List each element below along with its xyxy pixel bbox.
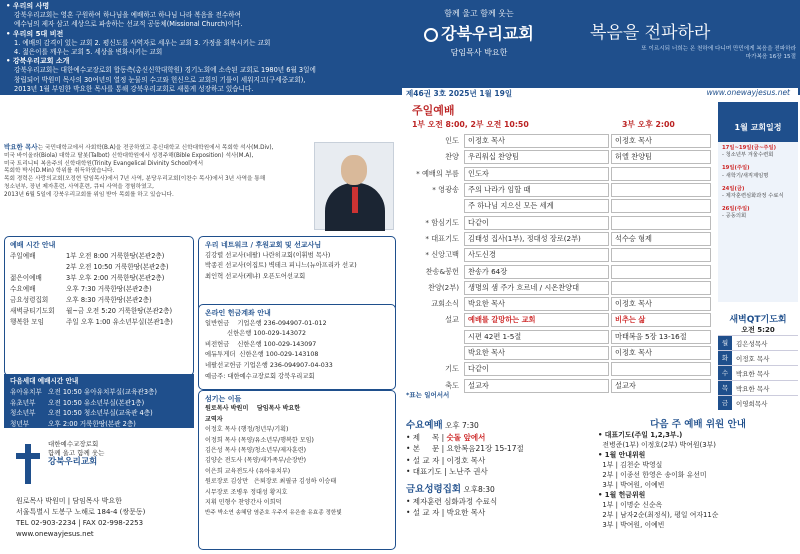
schedule-row bbox=[10, 306, 188, 317]
next-week-line: 3부 | 박여원, 이예빈 bbox=[598, 481, 665, 489]
service-order-row bbox=[404, 377, 714, 393]
qt-day: 월 bbox=[718, 336, 732, 350]
nextgen-value: 오전 10:50 청소년부실(교육관 4층) bbox=[48, 409, 153, 418]
church-slogan: 함께 울고 함께 웃는 bbox=[444, 9, 514, 18]
qt-row bbox=[718, 335, 798, 350]
friday-row: • 제자훈련 심화과정 수료식 bbox=[406, 496, 498, 506]
service-order-value-3 bbox=[611, 265, 711, 279]
schedule-value: 월~금 오전 5:20 거룩한땅(본관2층) bbox=[66, 307, 173, 315]
calendar-date: 17일~19일(금~주일) bbox=[722, 145, 777, 151]
friday-time: 오후8:30 bbox=[463, 484, 495, 494]
network-row: 박종진 선교사(이집트) 벽테크 피니느(뉴아프리카 선교) bbox=[205, 262, 357, 270]
qt-leader: 이정호 목사 bbox=[736, 354, 770, 363]
vision-title: • 우리의 5대 비전 bbox=[6, 29, 64, 38]
service-order-label: 찬양(2부) bbox=[427, 282, 459, 292]
network-row: 최인혁 선교사(케냐) 오픈도어선교회 bbox=[205, 272, 306, 280]
nextgen-row bbox=[10, 398, 188, 409]
schedule-row bbox=[10, 273, 188, 284]
next-week-line: • 대표기도(주일 1,2,3부.) bbox=[598, 431, 683, 439]
nextgen-label: 유초년부 bbox=[10, 398, 36, 407]
service-order-row bbox=[404, 247, 714, 263]
next-week-title: 다음 주 예배 위원 안내 bbox=[650, 419, 746, 430]
service-order-value-1-2: 사도신경 bbox=[464, 248, 609, 262]
next-week-line: 전병준(1부) 이정호(2부) 박여원(3부) bbox=[598, 441, 716, 449]
service-order-value-3 bbox=[611, 248, 711, 262]
wednesday-row: • 제 목 | 숫돌 앞에서 bbox=[406, 432, 486, 442]
cross-logo-icon bbox=[16, 444, 40, 484]
nextgen-row bbox=[10, 387, 188, 398]
mission-title: • 우리의 사명 bbox=[6, 2, 50, 10]
schedule-label: 행복한 모임 bbox=[10, 318, 44, 326]
bank-row: 비전헌금 신한은행 100-029-143097 bbox=[205, 340, 317, 348]
servants-row: 김은성 목사 (목양/청소년부/제자훈련) bbox=[205, 447, 307, 455]
qt-leader: 이영희목사 bbox=[736, 399, 768, 408]
intro-title: • 강북우리교회 소개 bbox=[6, 57, 70, 66]
contact-address: 서울특별시 도봉구 노해로 184-4 (쌍문동) bbox=[16, 508, 146, 516]
service-order-table bbox=[404, 133, 714, 394]
contact-website[interactable]: www.onewayjesus.net bbox=[16, 530, 94, 538]
website-link[interactable]: www.onewayjesus.net bbox=[706, 88, 790, 97]
network-box bbox=[198, 236, 396, 312]
service-time-3: 3부 오후 2:00 bbox=[622, 120, 675, 129]
church-name: 강북우리교회 bbox=[441, 24, 534, 43]
servants-box bbox=[198, 390, 396, 550]
service-order-value-1-2: 설교자 bbox=[464, 379, 609, 393]
service-order-value-1-2: 인도자 bbox=[464, 167, 609, 181]
servants-row: 교역자 bbox=[205, 415, 223, 423]
nextgen-value: 오전 10:50 유아유치부실(교육관3층) bbox=[48, 387, 157, 396]
schedule-title: 예배 시간 안내 bbox=[10, 241, 56, 249]
service-order-value-1-2: 박요한 목사 bbox=[464, 346, 609, 360]
wednesday-row: • 본 문 | 요한복음21장 15-17절 bbox=[406, 444, 524, 454]
servants-title: 섬기는 이들 bbox=[205, 395, 242, 403]
bank-row: 에듀투게더 신한은행 100-029-143108 bbox=[205, 351, 319, 359]
qt-prayer-box bbox=[718, 312, 798, 416]
intro-line: 강북우리교회는 대한예수교장로회 합동측(총신신학대학원) 경기노회에 소속된 교회로 1980년 6월 3일에 bbox=[14, 66, 316, 75]
qt-row bbox=[718, 350, 798, 365]
service-order-row bbox=[404, 182, 714, 198]
network-title: 우리 네트워크 / 후원교회 및 선교사님 bbox=[205, 241, 322, 249]
intro-line: 2013년 1월 부임한 박요한 목사를 통해 강북우리교회로 새롭게 성장하고 있습니다. bbox=[14, 84, 254, 93]
qt-row bbox=[718, 380, 798, 395]
service-order-value-1-2: 생명의 샘 주가 흐르네 / 시온찬양대 bbox=[464, 281, 609, 295]
fri-value: 박요한 목사 bbox=[446, 508, 486, 518]
qt-leader: 김은성목사 bbox=[736, 339, 768, 348]
wed-value: 숫돌 앞에서 bbox=[446, 432, 486, 442]
servants-row: 시무장로 조병우 정대성 황지호 bbox=[205, 488, 288, 496]
service-order-row bbox=[404, 198, 714, 214]
schedule-row bbox=[10, 295, 188, 306]
service-order-value-1-2: 박요한 목사 bbox=[464, 297, 609, 311]
nextgen-row bbox=[10, 419, 188, 430]
contact-phone: TEL 02-903-2234 | FAX 02-998-2253 bbox=[16, 519, 144, 527]
calendar-title: 1월 교회일정 bbox=[718, 102, 798, 142]
schedule-value: 주일 오후 1:00 유소년부실(본관1층) bbox=[66, 318, 173, 326]
bank-box bbox=[198, 304, 396, 390]
servants-row: 원로장로 김상만 은퇴장로 최필규 김성하 이승태 bbox=[205, 478, 337, 486]
service-order-value-3: 비추는 삶 bbox=[611, 313, 711, 327]
service-order-value-1-2: 다같이 bbox=[464, 216, 609, 230]
theme-title: 복음을 전파하라 bbox=[590, 23, 711, 43]
calendar-date: 26일(주일) bbox=[722, 206, 750, 213]
service-order-value-3: 이정호 목사 bbox=[611, 346, 711, 360]
servants-row: 김양순 전도사 (목양/새가족부/순장반) bbox=[205, 457, 307, 465]
wednesday-row: • 설 교 자 | 이정호 목사 bbox=[406, 455, 486, 465]
bio-line: 목회 경력은 사랑의교회(오정현 담임목사)에서 7년 사역, 분당우리교회(이찬수 목사)에서 3년 사역을 통해 bbox=[4, 176, 266, 183]
service-order-label: 찬송&봉헌 bbox=[425, 266, 459, 276]
header-banner bbox=[0, 0, 800, 95]
schedule-value: 2부 오전 10:50 거룩한땅(본관2층) bbox=[66, 263, 169, 271]
service-order-row bbox=[404, 361, 714, 377]
contact-pastors: 원로목사 박원미 | 담임목사 박요한 bbox=[16, 497, 122, 505]
service-order-value-1-2: 다같이 bbox=[464, 362, 609, 376]
service-order-row bbox=[404, 312, 714, 328]
service-title: 주일예배 bbox=[412, 104, 455, 117]
wed-label: • 설 교 자 bbox=[406, 455, 440, 465]
service-order-label: 기도 bbox=[445, 364, 459, 374]
calendar-date: 24일(금) bbox=[722, 185, 745, 192]
schedule-row bbox=[10, 251, 188, 262]
intro-line: 창립되어 박원미 목사의 30여년의 열정 눈물의 수고와 헌신으로 교회의 기틀이 세워지고(구세중교회), bbox=[14, 75, 306, 84]
pastor-name: 담임목사 박요한 bbox=[450, 48, 508, 57]
qt-row bbox=[718, 365, 798, 380]
worship-schedule-box bbox=[4, 236, 194, 376]
service-order-row bbox=[404, 231, 714, 247]
service-order-value-3 bbox=[611, 183, 711, 197]
wednesday-time: 오후 7:30 bbox=[445, 421, 479, 430]
church-mission-block bbox=[0, 0, 400, 95]
service-order-label: 축도 bbox=[445, 380, 459, 390]
service-order-label: 교회소식 bbox=[431, 299, 459, 309]
calendar-event: - 제자훈련심화과정 수료식 bbox=[722, 193, 784, 200]
wed-value: 노난주 권사 bbox=[449, 467, 488, 477]
bio-line: 청소년부, 장년 제자훈련, 사역훈련, 큐티 사역을 경험하였고, bbox=[4, 183, 154, 190]
service-order-row bbox=[404, 214, 714, 230]
vision-line: 1. 예배의 감격이 있는 교회 2. 평신도를 사역자로 세우는 교회 3. 가정을 회복시키는 교회 bbox=[14, 38, 271, 47]
bank-row: 네팔선교헌금 기업은행 236-094907-04-033 bbox=[205, 361, 333, 369]
servants-row: 이은희 교육전도사 (유아유치부) bbox=[205, 467, 291, 475]
service-order-label: * 영광송 bbox=[432, 185, 459, 195]
service-order-value-1-2: 예배를 갈망하는 교회 bbox=[464, 313, 609, 327]
calendar-event: - 새학기/새직제임명 bbox=[722, 172, 769, 179]
next-week-line: 1부 | 김천순 박영실 bbox=[598, 461, 663, 469]
qt-day: 금 bbox=[718, 396, 732, 410]
service-order-value-3: 이정호 목사 bbox=[611, 297, 711, 311]
wed-value: 이정호 목사 bbox=[446, 455, 486, 465]
qt-time: 오전 5:20 bbox=[741, 326, 775, 334]
theme-verse bbox=[568, 45, 796, 61]
service-order-value-1-2: 주 하나님 지으신 모든 세계 bbox=[464, 199, 609, 213]
qt-leader: 박요한 목사 bbox=[736, 384, 770, 393]
qt-leader: 박요한 목사 bbox=[736, 369, 770, 378]
next-week-line: 1부 | 이명순 신순옥 bbox=[598, 501, 663, 509]
nextgen-value: 오후 2:00 거룩한땅(본관 2층) bbox=[48, 420, 136, 429]
service-order-value-3 bbox=[611, 362, 711, 376]
service-order-row bbox=[404, 296, 714, 312]
pastor-photo bbox=[314, 142, 394, 230]
wednesday-row: • 대표기도 | 노난주 권사 bbox=[406, 467, 488, 477]
servants-row: 반주 박소연 송혜담 염준호 우주지 유은솔 유효종 정한빛 bbox=[205, 510, 342, 517]
schedule-value: 1부 오전 8:00 거룩한땅(본관2층) bbox=[66, 252, 165, 260]
schedule-label: 주일예배 bbox=[10, 252, 36, 260]
verse-ref: 마가복음 16장 15절 bbox=[745, 54, 796, 60]
nextgen-schedule bbox=[4, 374, 194, 428]
wednesday-service bbox=[406, 420, 596, 519]
schedule-row bbox=[10, 284, 188, 295]
schedule-label: 새벽큐티기도회 bbox=[10, 307, 55, 315]
servants-row: 원로목사 박원미 담임목사 박요한 bbox=[205, 405, 301, 413]
service-order-label: * 대표기도 bbox=[425, 233, 459, 243]
schedule-value: 오후 7:30 거룩한땅(본관2층) bbox=[66, 285, 152, 293]
service-order-label: 찬양 bbox=[445, 152, 459, 162]
bio-line: 2013년 6월 5일에 강북우리교회를 위임 받아 목회를 하고 있습니다. bbox=[4, 191, 174, 198]
nextgen-label: 청소년부 bbox=[10, 409, 36, 418]
schedule-row bbox=[10, 262, 188, 273]
servants-row: 이정호 목사 (행정/청년부/기획) bbox=[205, 426, 289, 434]
service-order-value-3: 설교자 bbox=[611, 379, 711, 393]
qt-row bbox=[718, 395, 798, 410]
schedule-label: 금요성령집회 bbox=[10, 296, 49, 304]
service-order-value-3 bbox=[611, 216, 711, 230]
next-week-line: 2부 | 남자2순(최정식), 평일 여자11순 bbox=[598, 511, 719, 519]
wed-label: • 본 문 bbox=[406, 444, 440, 454]
service-order-label: 인도 bbox=[445, 136, 459, 146]
service-order-row bbox=[404, 149, 714, 165]
bio-line: 미국 트리니티 복음주의 신학대학원(Trinity Evangelical Divinity School)에서 bbox=[4, 160, 204, 167]
friday-row: • 설 교 자 | 박요한 목사 bbox=[406, 508, 486, 518]
qt-day: 수 bbox=[718, 366, 732, 380]
bank-row: 일반헌금 기업은행 236-094907-01-012 bbox=[205, 319, 327, 327]
church-title-block bbox=[404, 8, 554, 58]
servants-row: 이정희 목사 (목양/유소년부/행복한 모임) bbox=[205, 436, 314, 444]
standing-note: *표는 일어서서 bbox=[406, 391, 450, 399]
service-order-row bbox=[404, 329, 714, 345]
pastor-bio bbox=[4, 144, 309, 200]
service-order-value-3: 마태복음 5장 13-16절 bbox=[611, 330, 711, 344]
calendar-date: 19일(주일) bbox=[722, 165, 750, 172]
bio-line: 미국 바이올라(Biola) 대학교 탈봇(Talbot) 신학대학원에서 성경주해(Bible Exposition) 석사(M.A), bbox=[4, 152, 254, 159]
schedule-row bbox=[10, 317, 188, 328]
service-order-value-1-2: 우리워십 찬양팀 bbox=[464, 150, 609, 164]
vision-line: 4. 젊은이를 깨우는 교회 5. 세상을 변화시키는 교회 bbox=[14, 48, 163, 57]
service-order-value-1-2: 시편 42편 1-5절 bbox=[464, 330, 609, 344]
contact-church-name: 강북우리교회 bbox=[48, 457, 98, 467]
schedule-label: 젊은이예배 bbox=[10, 274, 42, 282]
bank-title: 온라인 헌금계좌 안내 bbox=[205, 309, 271, 317]
sunday-service bbox=[402, 102, 712, 402]
fri-label: • 설 교 자 bbox=[406, 508, 440, 518]
nextgen-label: 유아유치부 bbox=[10, 387, 42, 396]
service-order-row bbox=[404, 263, 714, 279]
service-order-value-3 bbox=[611, 167, 711, 181]
denomination: 대한예수교장로회 bbox=[48, 440, 99, 448]
servants-row: 지휘 민형수 찬양간사 이희덕 bbox=[205, 499, 282, 507]
service-order-value-1-2: 김태성 집사(1부), 정대성 장로(2부) bbox=[464, 232, 609, 246]
mission-line: 강북우리교회는 영혼 구원하여 하나님을 예배하고 하나님 나라 복음을 전수하여 bbox=[14, 11, 241, 20]
bio-line: 는 국민대학교에서 사회학(B.A)을 전공하였고 총신대학교 신학대학원에서 목회학 석사(M.Div), bbox=[37, 145, 274, 151]
next-week-line: • 1월 헌금위원 bbox=[598, 491, 646, 499]
service-order-label: 설교 bbox=[445, 315, 459, 325]
next-week-line: 2부 | 이종선 한영은 송이화 유선미 bbox=[598, 471, 707, 479]
nextgen-row bbox=[10, 408, 188, 419]
network-row: 김강렬 선교사(네팔) 나란히교회(이휘범 목사) bbox=[205, 251, 331, 259]
qt-day: 목 bbox=[718, 381, 732, 395]
next-week-line: • 1월 안내위원 bbox=[598, 451, 646, 459]
nextgen-value: 오전 10:50 유소년부실(본관1층) bbox=[48, 398, 145, 407]
qt-title: 새벽QT기도회 bbox=[729, 315, 787, 325]
service-order-value-1-2: 이정호 목사 bbox=[464, 134, 609, 148]
service-order-value-1-2: 주의 나라가 임할 때 bbox=[464, 183, 609, 197]
bio-line: 목회학 박사(D.Min) 학위를 취득하였습니다. bbox=[4, 168, 115, 175]
next-week-line: 3부 | 박여원, 이예빈 bbox=[598, 521, 665, 529]
schedule-label: 수요예배 bbox=[10, 285, 36, 293]
service-order-label: * 신앙고백 bbox=[425, 250, 459, 260]
wed-label: • 대표기도 bbox=[406, 467, 442, 477]
schedule-value: 오후 8:30 거룩한땅(본관2층) bbox=[66, 296, 152, 304]
mission-line: 예수님의 제자 삼고 세상으로 파송하는 선교적 공동체(Missional Church)이다. bbox=[14, 20, 243, 29]
nextgen-label: 청년부 bbox=[10, 420, 30, 429]
friday-title: 금요성령집회 bbox=[406, 483, 462, 495]
service-order-label: * 예배의 부름 bbox=[416, 168, 459, 178]
issue-bar bbox=[402, 88, 798, 100]
nextgen-title: 다음세대 예배시간 안내 bbox=[10, 377, 79, 385]
qt-day: 화 bbox=[718, 351, 732, 365]
verse-line: 또 이르시되 너희는 온 천하에 다니며 만민에게 복음을 전파하라 bbox=[641, 46, 796, 52]
bank-row: 예금주: 대한예수교장로회 강북우리교회 bbox=[205, 372, 315, 380]
wed-label: • 제 목 bbox=[406, 432, 440, 442]
service-time-1-2: 1부 오전 8:00, 2부 오전 10:50 bbox=[412, 120, 529, 129]
service-order-row bbox=[404, 166, 714, 182]
next-week-servants bbox=[598, 420, 798, 530]
service-order-row bbox=[404, 345, 714, 361]
service-order-value-3 bbox=[611, 199, 711, 213]
service-order-value-3: 이정호 목사 bbox=[611, 134, 711, 148]
schedule-value: 3부 오후 2:00 거룩한땅(본관2층) bbox=[66, 274, 165, 282]
service-order-row bbox=[404, 280, 714, 296]
wednesday-title: 수요예배 bbox=[406, 420, 443, 431]
contact-slogan: 함께 울고 함께 웃는 bbox=[48, 449, 105, 457]
service-order-row bbox=[404, 133, 714, 149]
service-order-label: * 함심기도 bbox=[425, 217, 459, 227]
calendar-event: - 공동의회 bbox=[722, 213, 747, 220]
service-order-value-3 bbox=[611, 281, 711, 295]
calendar-event: - 청소년부 겨울수련회 bbox=[722, 152, 774, 159]
calendar-box bbox=[718, 102, 798, 302]
bank-row: 신한은행 100-029-143072 bbox=[205, 330, 306, 338]
church-logo-icon bbox=[424, 28, 438, 42]
bio-name: 박요한 목사 bbox=[4, 143, 38, 151]
service-order-value-1-2: 찬송가 64장 bbox=[464, 265, 609, 279]
service-order-value-3: 석수승 형제 bbox=[611, 232, 711, 246]
issue-number: 제46권 3호 2025년 1월 19일 bbox=[406, 89, 513, 98]
service-order-value-3: 허엘 찬양팀 bbox=[611, 150, 711, 164]
wed-value: 요한복음21장 15-17절 bbox=[446, 444, 524, 454]
